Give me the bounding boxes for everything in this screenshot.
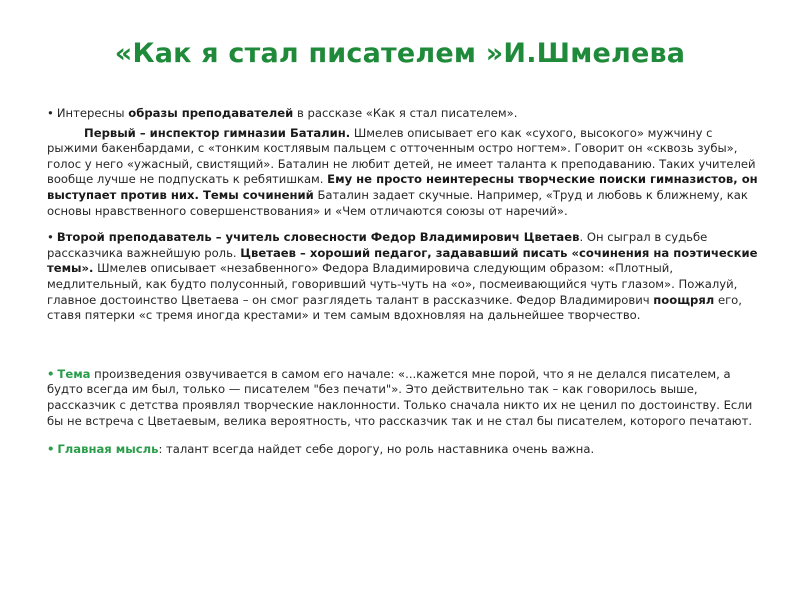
paragraph-intro [47,106,762,122]
paragraph-batalin [47,126,762,220]
bullet-marker: • [47,106,54,120]
text-run: Баталин задает скучные. Например, «Труд и любовь к ближнему, как основы нравственного совершенствования» и «Чем отличаются союзы от наречий». [47,187,748,218]
text-run: его, ставя пятерки «с тремя иногда крестами» и тем самым вдохновляя на дальнейшее творчество. [47,292,742,323]
text-run: Шмелев описывает его как «сухого, высокого» мужчину с рыжими бакенбардами, с «тонким костлявым пальцем с отточенным остро ногтем». Говорит он «сквозь зубы», голос у него «ужасный, свистящий». Баталин не любит детей, не имеет таланта к преподаванию. Таких учителей вообще лучше не подпускать к ребятишкам. [47,125,756,187]
main-idea-label: Главная мысль [57,442,159,457]
text-run: Интересны [56,106,129,120]
text-run-bold: Первый – инспектор гимназии Баталин. [84,125,351,140]
text-run-bold: образы преподавателей [128,106,294,120]
bullet-marker: • [47,230,54,245]
text-run-bold: Ему не просто неинтересны творческие поиски гимназистов, он выступает против них. Темы сочинений [47,172,758,202]
text-run: произведения озвучивается в самом его начале: «...кажется мне порой, что я не делался писателем, а будто всегда им был, только — писателем "без печати"». Это действительно так – как говорилось выше, рассказчик с детства проявлял творческие наклонности. Только сначала никто их не ценил по достоинству. Если бы не встреча с Цветаевым, велика вероятность, что рассказчик так и не стал бы писателем, которого печатают. [47,366,753,428]
text-run: : талант всегда найдет себе дорогу, но роль наставника очень важна. [158,442,595,457]
text-run: Шмелев описывает «незабвенного» Федора Владимировича следующим образом: «Плотный, медлительный, как будто полусонный, говоривший чуть-чуть на «о», посмеивающийся чуть глазом». Пожалуй, главное достоинство Цветаева – он смог разглядеть талант в рассказчике. Федор Владимирович [47,261,738,307]
text-run-bold: Второй преподаватель – учитель словесности Федор Владимирович Цветаев [56,230,580,245]
slide-body [47,106,762,458]
paragraph-main-idea [47,442,762,458]
paragraph-theme [47,367,762,429]
text-run: . Он сыграл в судьбе рассказчика важнейшую роль. [47,230,708,260]
text-run-bold: поощрял [653,292,715,307]
text-run: в рассказе «Как я стал писателем». [293,106,518,120]
slide-title: «Как я стал писателем »И.Шмелева [114,38,686,69]
paragraph-tsvetaev [47,230,762,324]
bullet-marker: • [47,366,55,381]
bullet-marker: • [47,442,55,457]
text-run-bold: Цветаев – хороший педагог, задававший писать «сочинения на поэтические темы». [47,245,758,276]
theme-label: Тема [57,366,91,381]
